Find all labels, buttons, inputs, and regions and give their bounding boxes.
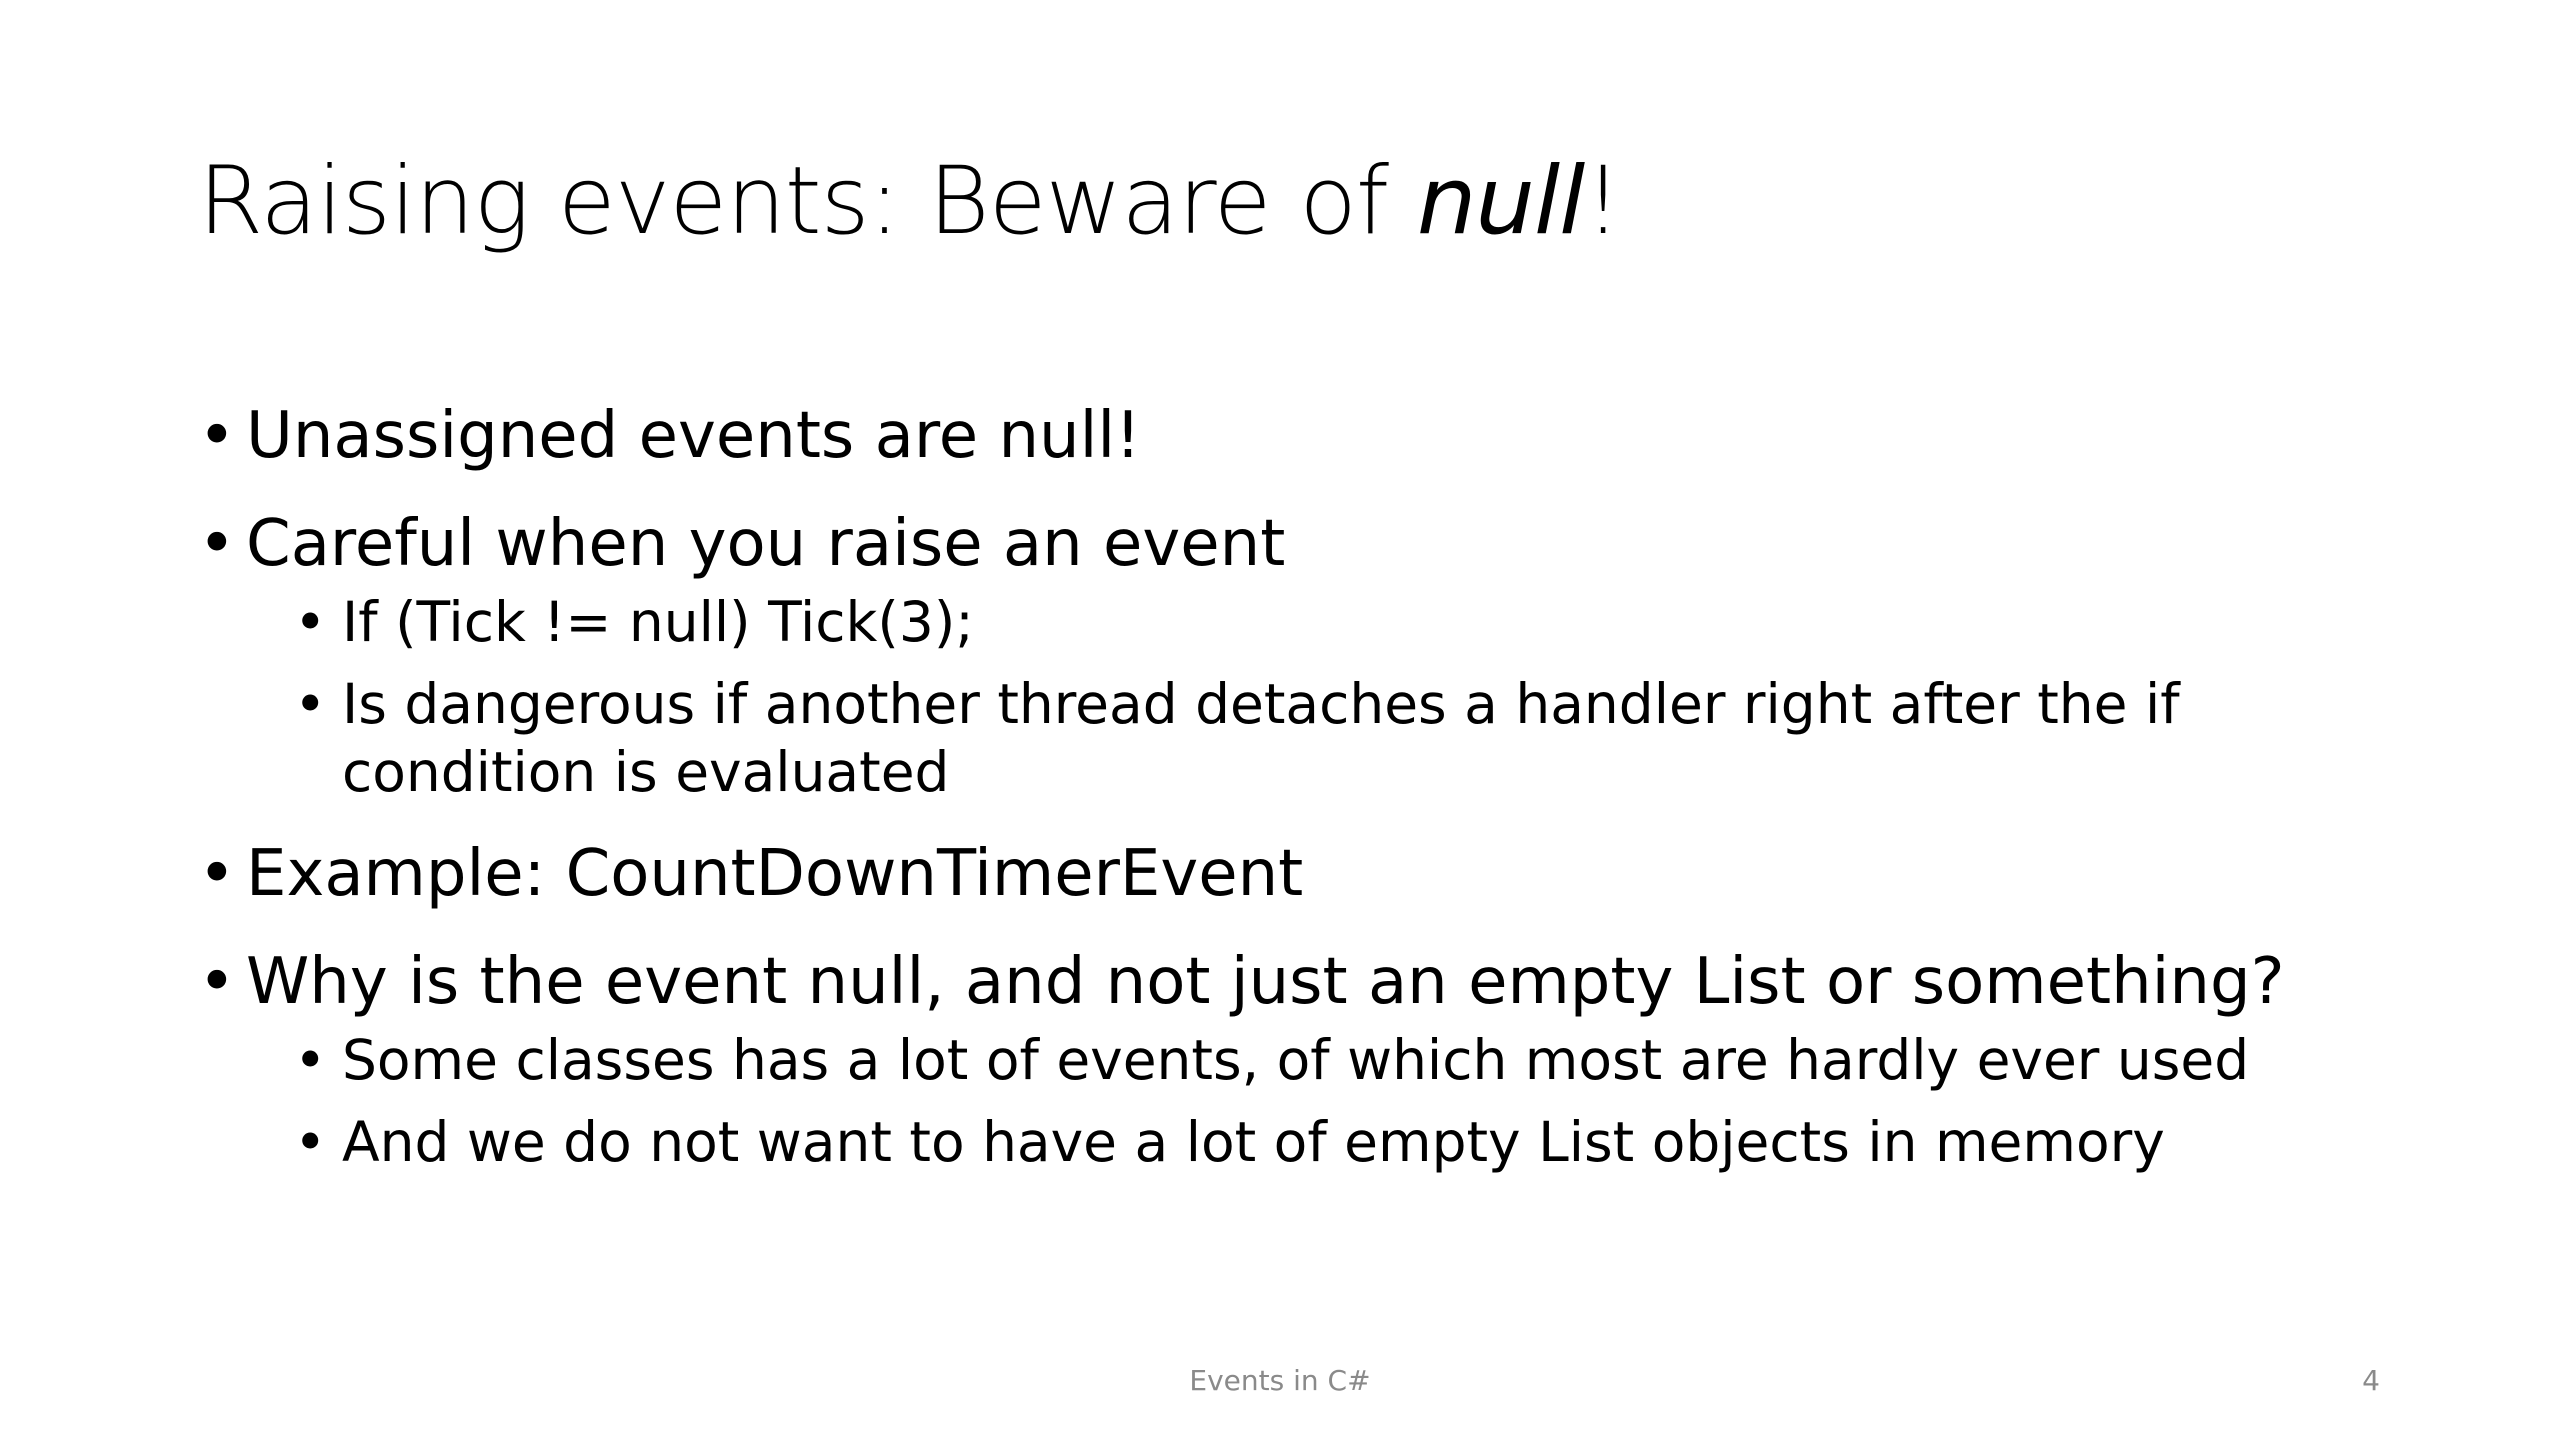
bullet-list xyxy=(198,396,2398,1176)
bullet-text: Careful when you raise an event xyxy=(246,507,1286,581)
bullet-item xyxy=(198,504,2398,584)
bullet-marker: • xyxy=(198,507,236,581)
title-suffix: ! xyxy=(1584,147,1621,256)
bullet-item xyxy=(198,396,2398,476)
bullet-item xyxy=(198,834,2398,914)
bullet-marker: • xyxy=(294,1028,327,1092)
bullet-marker: • xyxy=(294,590,327,654)
footer-text: Events in C# xyxy=(1189,1364,1371,1397)
bullet-marker: • xyxy=(198,837,236,911)
sub-bullet-item xyxy=(198,1026,2398,1094)
slide-title xyxy=(198,147,1621,256)
title-emphasis: null xyxy=(1416,147,1585,256)
bullet-marker: • xyxy=(198,945,236,1019)
bullet-text: Example: CountDownTimerEvent xyxy=(246,837,1304,911)
sub-bullet-item xyxy=(198,588,2398,656)
bullet-text: Why is the event null, and not just an empty List or something? xyxy=(246,945,2285,1019)
bullet-item xyxy=(198,942,2398,1022)
bullet-marker: • xyxy=(294,672,327,736)
sub-bullet-text: Is dangerous if another thread detaches a handler right after the if condition is evaluated xyxy=(342,672,2180,804)
sub-bullet-text: Some classes has a lot of events, of which most are hardly ever used xyxy=(342,1028,2250,1092)
title-text: Raising events: Beware of xyxy=(198,147,1417,256)
bullet-marker: • xyxy=(198,399,236,473)
bullet-marker: • xyxy=(294,1110,327,1174)
sub-bullet-item xyxy=(198,670,2398,806)
sub-bullet-text: And we do not want to have a lot of empty List objects in memory xyxy=(342,1110,2165,1174)
sub-bullet-text: If (Tick != null) Tick(3); xyxy=(342,590,974,654)
slide-number: 4 xyxy=(2362,1364,2380,1397)
bullet-text: Unassigned events are null! xyxy=(246,399,1141,473)
sub-bullet-item xyxy=(198,1108,2398,1176)
